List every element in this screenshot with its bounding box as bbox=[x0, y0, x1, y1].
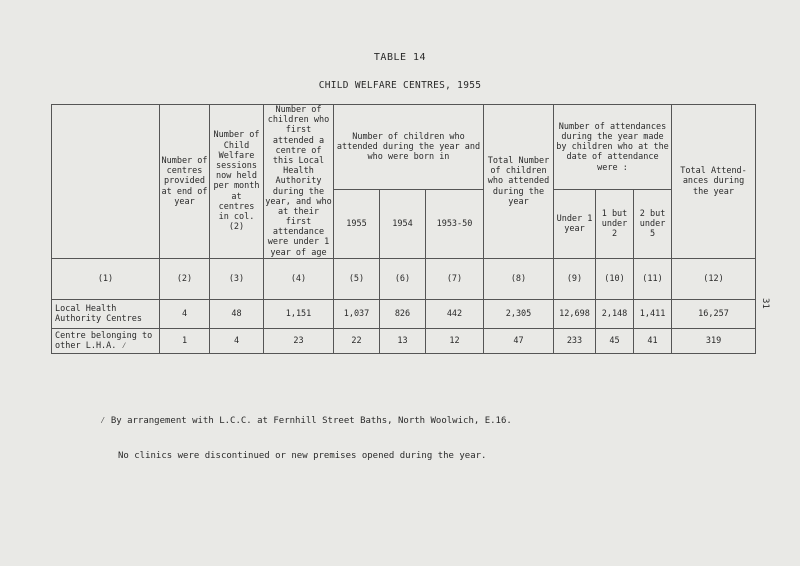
header-sessions-per-month: Number of Child Welfare sessions now held per month at centres in col. (2) bbox=[210, 105, 264, 259]
table-cell: 233 bbox=[554, 328, 596, 353]
col-number: (9) bbox=[554, 258, 596, 299]
table-cell: 12 bbox=[426, 328, 484, 353]
header-first-attended: Number of children who first attended a centre of this Local Health Authority during the year, and who at their first attendance were under 1 year of age bbox=[265, 105, 332, 258]
table-subtitle: CHILD WELFARE CENTRES, 1955 bbox=[318, 80, 482, 91]
table-cell: 47 bbox=[484, 328, 554, 353]
table-cell: 4 bbox=[160, 299, 210, 328]
table-row bbox=[52, 328, 756, 353]
header-total-children: Total Number of children who attended during the year bbox=[484, 105, 554, 259]
page-number: 31 bbox=[760, 298, 770, 309]
col-number: (8) bbox=[484, 258, 554, 299]
table-cell: 1,411 bbox=[634, 299, 672, 328]
header-2-under-5: 2 but under 5 bbox=[634, 190, 672, 258]
table-cell: 48 bbox=[210, 299, 264, 328]
col-number: (11) bbox=[634, 258, 672, 299]
table-cell: 23 bbox=[264, 328, 334, 353]
header-col-1 bbox=[52, 105, 160, 259]
table-cell: 1,151 bbox=[264, 299, 334, 328]
header-group-attendances: Number of attendances during the year made by children who at the date of attendance were : bbox=[554, 105, 672, 190]
table-row bbox=[52, 299, 756, 328]
header-1-under-2: 1 but under 2 bbox=[596, 190, 634, 258]
col-number: (7) bbox=[426, 258, 484, 299]
table-cell: 2,148 bbox=[596, 299, 634, 328]
table-cell: 826 bbox=[380, 299, 426, 328]
header-born-1954: 1954 bbox=[380, 190, 426, 258]
table-cell: 442 bbox=[426, 299, 484, 328]
header-under-1: Under 1 year bbox=[554, 190, 596, 258]
header-group-born-in: Number of children who attended during the year and who were born in bbox=[334, 105, 484, 190]
child-welfare-table bbox=[51, 104, 756, 354]
table-cell: 4 bbox=[210, 328, 264, 353]
table-cell: 1,037 bbox=[334, 299, 380, 328]
header-total-attendances: Total Attend- ances during the year bbox=[672, 105, 756, 259]
col-number: (2) bbox=[160, 258, 210, 299]
col-number: (10) bbox=[596, 258, 634, 299]
col-number: (12) bbox=[672, 258, 756, 299]
closing-note: No clinics were discontinued or new premises opened during the year. bbox=[118, 451, 487, 461]
header-born-1953-50: 1953-50 bbox=[426, 190, 484, 258]
table-cell: 45 bbox=[596, 328, 634, 353]
table-cell: 41 bbox=[634, 328, 672, 353]
table-title: TABLE 14 bbox=[373, 52, 427, 63]
row-label: Local Health Authority Centres bbox=[52, 299, 160, 328]
table-cell: 13 bbox=[380, 328, 426, 353]
col-number: (5) bbox=[334, 258, 380, 299]
table-cell: 319 bbox=[672, 328, 756, 353]
table-cell: 12,698 bbox=[554, 299, 596, 328]
header-centres-provided: Number of centres provided at end of year bbox=[160, 105, 210, 259]
footnote: ⁄ By arrangement with L.C.C. at Fernhill Street Baths, North Woolwich, E.16. bbox=[100, 416, 512, 426]
table-cell: 2,305 bbox=[484, 299, 554, 328]
col-number: (6) bbox=[380, 258, 426, 299]
table-cell: 1 bbox=[160, 328, 210, 353]
table-cell: 16,257 bbox=[672, 299, 756, 328]
row-label: Centre belonging to other L.H.A. ⁄ bbox=[52, 328, 160, 353]
col-number: (3) bbox=[210, 258, 264, 299]
header-born-1955: 1955 bbox=[334, 190, 380, 258]
col-number: (1) bbox=[52, 258, 160, 299]
col-number: (4) bbox=[264, 258, 334, 299]
table-cell: 22 bbox=[334, 328, 380, 353]
